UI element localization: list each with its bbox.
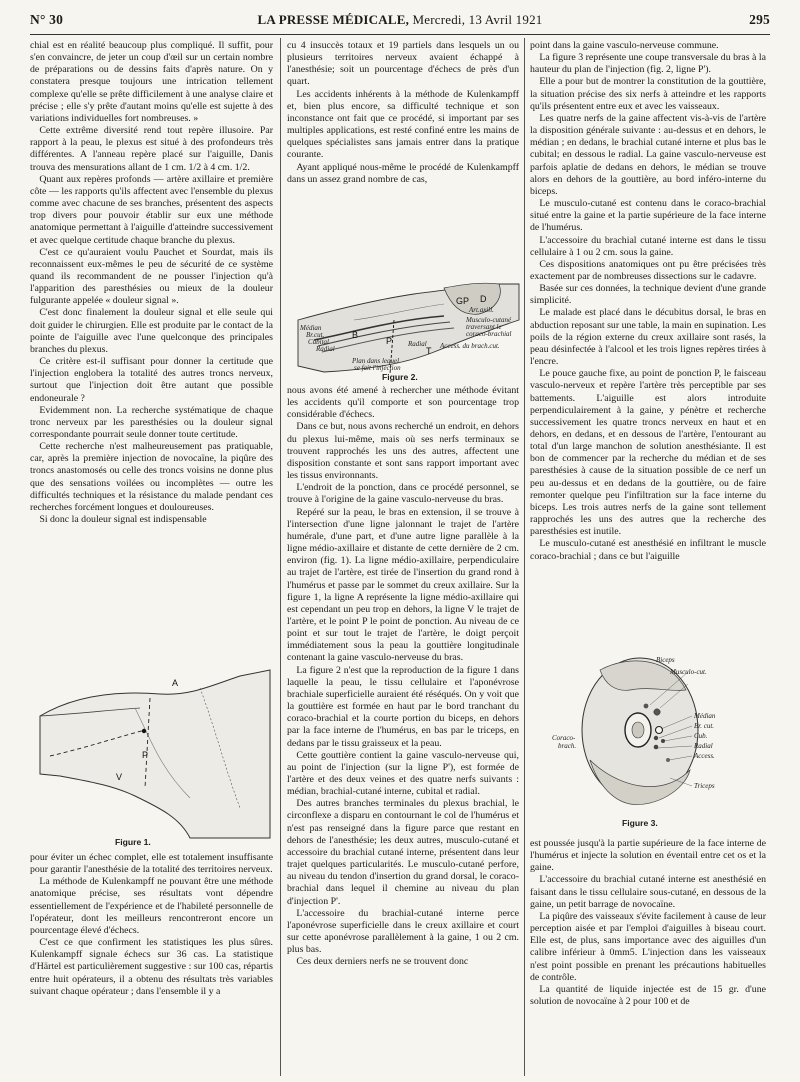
column-3-continued [530, 838, 766, 1078]
figure-2-label-musculo: Musculo-cutané [466, 316, 512, 324]
paragraph: Basée sur ces données, la technique devient d'une grande simplicité. [530, 283, 766, 307]
paragraph: Ayant appliqué nous-même le procédé de Kulenkampff dans un assez grand nombre de cas, [287, 161, 519, 185]
paragraph: Ces deux derniers nerfs ne se trouvent donc [296, 956, 469, 968]
figure-3-drawing [552, 650, 760, 810]
column-1 [30, 40, 273, 660]
paragraph: point dans la gaine vasculo-nerveuse commune. [530, 40, 719, 51]
paragraph: Le musculo-cutané est anesthésié en infiltrant le muscle coraco-brachial ; dans ce but l'aiguille [530, 538, 766, 562]
figure-2-label-gp: GP [456, 296, 470, 306]
figure-2-label-t: T [426, 346, 432, 356]
figure-3-label-triceps: Triceps [694, 782, 715, 790]
figure-1-label-v: V [116, 772, 123, 782]
paragraph: Evidemment non. La recherche systématique de chaque tronc nerveux par les paresthésies ou la douleur signal correspondante pourrait seule donner toute certitude. [30, 404, 273, 440]
figure-2 [294, 280, 519, 375]
figure-1-label-a: A [172, 678, 179, 688]
figure-2-label-traversant1: traversant le [466, 323, 502, 331]
column-2-continued [287, 385, 519, 1075]
paragraph: La figure 3 représente une coupe transversale du bras à la hauteur du plan de l'injection (fig. 2, ligne P'). [530, 52, 766, 76]
figure-3-label-coraco2: brach. [558, 742, 577, 750]
paragraph: L'accessoire du brachial cutané interne est anesthésié en faisant dans le tissu cellulaire sous-cutané, en dessous de la gaine, un petit barrage de novocaïne. [530, 874, 766, 910]
issue-date: Mercredi, 13 Avril 1921 [412, 12, 543, 27]
figure-2-label-cubital: Cubital [308, 338, 330, 346]
paragraph: pour éviter un échec complet, elle est totalement insuffisante pour garantir l'anesthésie de la totalité des territoires nerveux. [30, 852, 273, 876]
figure-2-label-p: P [386, 336, 393, 346]
paragraph: Si donc la douleur signal est indispensable [39, 514, 207, 526]
figure-3-label-biceps: Biceps [656, 656, 675, 664]
paragraph: est poussée jusqu'à la partie supérieure de la face interne de l'humérus et injecte la solution en éventail entre cet os et la gaine. [530, 838, 766, 874]
paragraph: L'endroit de la ponction, dans ce procédé personnel, se trouve à l'origine de la gaine vasculo-nerveuse du bras. [287, 482, 519, 506]
column-rule-2 [524, 38, 525, 1076]
figure-1-caption: Figure 1. [115, 837, 151, 847]
paragraph: La méthode de Kulenkampff ne pouvant être une méthode anatomique précise, ses résultats vont dépendre essentiellement de l'expérience et de l'habileté personnelle de l'opérateur, dont les meilleurs rencontreront encore un pourcentage élevé d'échecs. [30, 876, 273, 936]
paragraph: Quant aux repères profonds — artère axillaire et première côte — les rapports qu'ils affectent avec l'ensemble du plexus comme avec chacune de ses branches, présentent des aspects trop divers pour pouvoir établir sur eux une méthode anatomique permettant à l'aiguille d'atteindre successivement et avec quelque certitude chaque branche du plexus. [30, 173, 273, 246]
column-3 [530, 40, 766, 648]
figure-2-label-traversant2: coraco-brachial [466, 330, 512, 338]
figure-1 [40, 668, 270, 838]
paragraph: Le pouce gauche fixe, au point de ponction P, le faisceau vasculo-nerveux et repère l'artère très perceptible par ses battements. L'aiguille est alors introduite perpendiculairement à la gaine, y pénètre et recherche successivement les quatre troncs nerveux en haut et en dehors, en dedans, et en dessous de l'artère, l'entourant au total d'un large manchon de solution anesthésiante. Il est bon de commencer par la recherche du médian et de ses paresthésies à cause de la situation possible de ce nerf un peu au-dessus et en dedans de la gouttière, ou de faire remonter quelque peu l'infiltration sur la face interne du biceps. Les trois autres nerfs de la gaine sont tellement rapprochés les uns des autres que la recherche des paresthésies est inutile. [530, 368, 766, 538]
figure-2-label-b: B [352, 330, 359, 340]
figure-2-label-brcut: Br.cut. [306, 331, 325, 339]
figure-3-caption: Figure 3. [622, 818, 658, 828]
figure-2-label-median: Médian [300, 324, 322, 332]
paragraph: nous avons été amené à rechercher une méthode évitant les accidents qu'il comporte et son pourcentage trop considérable d'échecs. [287, 385, 519, 421]
paragraph: L'accessoire du brachial cutané interne est dans le tissu cellulaire à 1 ou 2 cm. sous la gaine. [530, 234, 766, 258]
paragraph: Le malade est placé dans le décubitus dorsal, le bras en abduction reposant sur une table, la main en supination. Les poils de la région externe du creux axillaire sont rasés, la peau désinfectée à l'alcool et les trois lignes repères tirées à l'encre. [530, 307, 766, 368]
paragraph: Elle a pour but de montrer la constitution de la gouttière, la situation précise des six nerfs à atteindre et les rapports qu'ils présentent entre eux et avec les vaisseaux. [530, 76, 766, 112]
paragraph: Les quatre nerfs de la gaine affectent vis-à-vis de l'artère la disposition générale suivante : au-dessus et en dehors, le médian ; en dedans, le brachial cutané interne et plus bas le cubital; en dessous le radial. La gaine vasculo-nerveuse est parfois aplatie de dedans en dehors, le médian se trouve alors en dehors de la gouttière, au bord inféro-interne du biceps. [530, 112, 766, 197]
paragraph: L'accessoire du brachial-cutané interne perce l'aponévrose superficielle dans le creux axillaire et court sur cette aponévrose parallèlement à la gaine, 1 ou 2 cm. plus bas. [287, 907, 519, 956]
figure-3-label-median: Médian [694, 712, 716, 720]
figure-3-label-radial: Radial [694, 742, 713, 750]
paragraph: Cette gouttière contient la gaine vasculo-nerveuse qui, au point de l'injection (sur la ligne P'), est formée de l'artère et des deux veines et des quatre nerfs suivants : médian, brachial-cutané interne, cubital et radial. [287, 749, 519, 798]
figure-3-label-cub: Cub. [694, 732, 708, 740]
paragraph: Repéré sur la peau, le bras en extension, il se trouve à l'intersection d'une ligne jalonnant le trajet de l'artère humérale, d'une part, et d'une autre ligne parallèle à la ligne médio-axillaire et distante de cette dernière de 2 cm. environ (fig. 1). La ligne médio-axillaire, perpendiculaire au trajet de l'artère, est tirée de l'insertion du grand rond à l'humérus et passe par le sommet du creux axillaire. Sur la figure 1, la ligne A représente la ligne médio-axillaire qui est cependant un peu trop en dehors, la ligne V le trajet de l'artère, et le point P le point de ponction. Au niveau de ce point et sur tout le trajet de l'artère, le doigt perçoit immédiatement sous la peau la gouttière longitudinale contenant la gaine vasculo-nerveuse du bras. [287, 506, 519, 664]
figure-3-label-brcut: Br. cut. [694, 722, 715, 730]
paragraph: C'est ce que confirment les statistiques les plus sûres. Kulenkampff signale échecs sur 36 cas. La statistique d'Härtel est particulièrement suggestive : sur 100 cas, répartis entre huit opérateurs, il a obtenu des résultats très variables suivant chaque opérateur ; dans l'ensemble il y a [30, 937, 273, 997]
paragraph: Ce critère est-il suffisant pour donner la certitude que l'injection englobera la totalité des autres troncs nerveux, surtout que l'injection doit être autant que possible endoneurale ? [30, 356, 273, 404]
figure-2-label-d: D [480, 294, 487, 304]
paragraph: chial est en réalité beaucoup plus compliqué. Il suffit, pour s'en convaincre, de jeter un coup d'œil sur un certain nombre de préparations ou de dessins faits d'après nature. On y constatera presque toujours une intrication tellement complexe qu'elle se prête difficilement à une analyse claire et précise ; elle s'y prête d'autant moins qu'elle est sujette à des variations individuelles fort nombreuses. » [30, 40, 273, 124]
figure-2-label-radial: Radial [408, 340, 427, 348]
paragraph: Des autres branches terminales du plexus brachial, le circonflexe a disparu en contournant le col de l'humérus et n'est pas renseigné dans la figure parce que restant en dehors de l'anesthésie; les deux autres, musculo-cutané et accessoire du brachial cutané interne, présentent dans leur trajet quelques particularités. Le musculo-cutané perfore, au niveau du tendon d'insertion du grand dorsal, le coraco-brachial dans lequel il chemine au niveau du plan d'injection P'. [287, 798, 519, 907]
paragraph: cu 4 insuccès totaux et 19 partiels dans lesquels un ou plusieurs territoires nerveux avaient échappé à l'anesthésie; soit un pourcentage d'échecs de près d'un quart. [287, 40, 519, 88]
figure-3-label-access: Access. [694, 752, 715, 760]
paragraph: Ces dispositions anatomiques ont pu être précisées très exactement par de nombreuses dissections sur le cadavre. [530, 258, 766, 282]
header-rule [30, 34, 770, 35]
figure-1-label-p: P [142, 750, 149, 760]
page-number: 295 [749, 12, 770, 27]
running-header [170, 12, 630, 28]
figure-2-caption: Figure 2. [382, 372, 418, 382]
paragraph: Cette extrême diversité rend tout repère illusoire. Par rapport à la peau, le plexus est situé à des profondeurs très différentes. A l'anneau repère placé sur l'aiguille, Danis trouva des mensurations allant de 1 cm. 1/2 à 4 cm. 1/2. [30, 125, 273, 173]
column-rule-1 [280, 38, 281, 1076]
paragraph: La piqûre des vaisseaux s'évite facilement à cause de leur perception aisée et par l'emploi d'aiguilles à biseau court. Elle est, de plus, sans importance avec des aiguilles d'un calibre inférieur à 0mm5. L'injection dans les vaisseaux n'est point possible en prenant les précautions habituelles de contrôle. [530, 910, 766, 983]
figure-2-label-plan2: se fait l'injection [354, 364, 401, 372]
figure-2-label-access: Access. du brach.cut. [440, 342, 500, 350]
figure-2-label-plan1: Plan dans lequel [352, 357, 400, 365]
figure-2-drawing [294, 280, 519, 375]
paragraph: Cette recherche n'est malheureusement pas pratiquable, car, après la première injection de novocaïne, la piqûre des troncs anastomosés ou celle des troncs voisins ne donne plus que des sensations voilées ou incomplètes — outre les difficultés techniques et la résistance du malade pendant ces recherches forcément longues et douloureuses. [30, 441, 273, 513]
figure-1-drawing [40, 668, 270, 838]
figure-3 [552, 650, 760, 810]
figure-3-label-coraco1: Coraco- [552, 734, 576, 742]
paragraph: Le musculo-cutané est contenu dans le coraco-brachial situé entre la gaine et la partie supérieure de la face interne de l'humérus. [530, 198, 766, 234]
paragraph: C'est donc finalement la douleur signal et elle seule qui doit guider le chirurgien. Elle est produite par le contact de la pointe de l'aiguille avec l'une quelconque des principales branches du plexus. [30, 307, 273, 355]
issue-number: N° 30 [30, 12, 64, 27]
journal-title: LA PRESSE MÉDICALE, [257, 12, 410, 27]
paragraph: La figure 2 n'est que la reproduction de la figure 1 dans laquelle la peau, le tissu cellulaire et l'aponévrose brachiale superficielle auraient été réséqués. On y voit que la gouttière est formée en haut par le bord tranchant du coraco-brachial et la courte portion du biceps, en dehors par la face interne de l'humérus, en bas par le triceps, en dedans par le tissu graisseux et la peau. [287, 664, 519, 749]
paragraph: Les accidents inhérents à la méthode de Kulenkampff et, bien plus encore, sa difficulté technique et son inconstance ont fait que ce procédé, si important par ses multiples applications, est resté confiné entre les mains de quelques spécialistes sans jamais entrer dans la pratique courante. [287, 88, 519, 161]
column-2 [287, 40, 519, 272]
figure-2-label-radial2: Radial [316, 345, 335, 353]
paragraph: La quantité de liquide injectée est de 15 gr. d'une solution de novocaïne à 2 pour 100 et de [530, 983, 766, 1008]
paragraph: C'est ce qu'auraient voulu Pauchet et Sourdat, mais ils reconnaissent eux-mêmes le peu de sécurité de ce système quand ils recommandent de ne pousser l'injection qu'à l'apparition des paresthésies ou mieux de la douleur fulgurante appelée « douleur signal ». [30, 246, 273, 307]
figure-2-label-art-axill: Art.axill. [469, 306, 494, 314]
figure-3-label-musculo: Musculo-cut. [670, 668, 707, 676]
column-1-continued [30, 852, 273, 1077]
paragraph: Dans ce but, nous avons recherché un endroit, en dehors du plexus lui-même, mais où ses nerfs terminaux se trouvent rapprochés les uns des autres, affectent une disposition constante et sont sans rapport important avec les tissus environnants. [287, 421, 519, 482]
